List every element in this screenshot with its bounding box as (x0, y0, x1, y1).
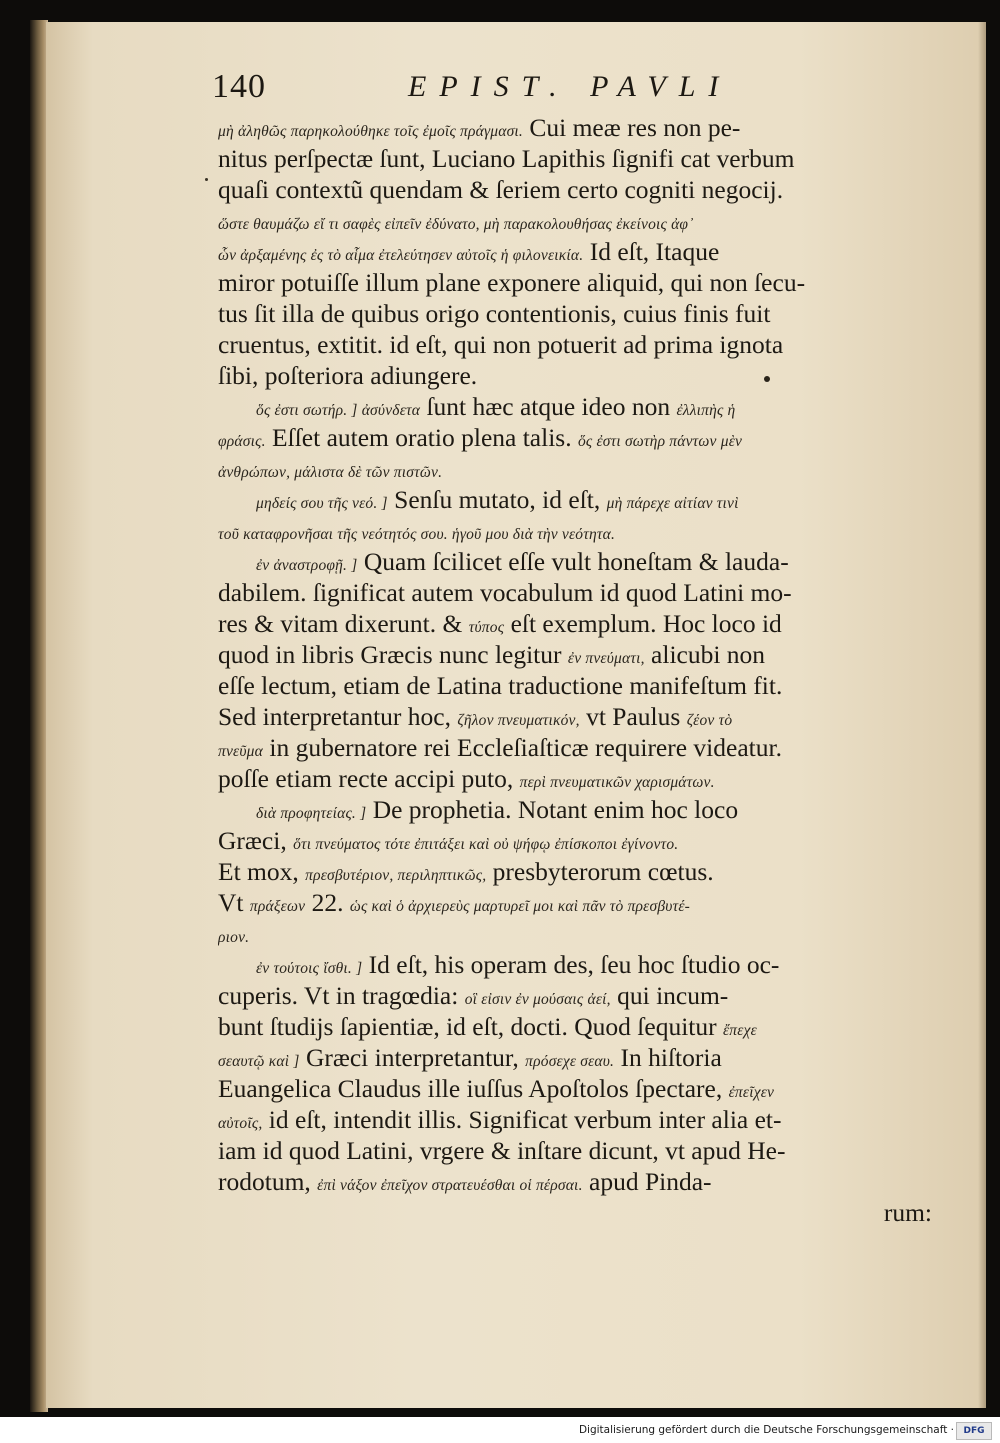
greek-text: σεαυτῷ καὶ ] (218, 1053, 300, 1070)
greek-text: ὅτι πνεύματος τότε ἐπιτάξει καὶ οὐ ψήφῳ ἐπίσκοποι ἐγίνοντο. (293, 836, 679, 853)
text-line (218, 639, 932, 670)
latin-text: Sed interpretantur hoc, (218, 702, 458, 731)
text-line (218, 1135, 932, 1166)
latin-text: alicubi non (644, 640, 766, 669)
latin-text: dabilem. ſignificat autem vocabulum id quod Latini mo- (218, 578, 792, 607)
latin-text: miror potuiſſe illum plane exponere aliquid, qui non ſecu- (218, 268, 806, 297)
greek-text: μὴ ἀληθῶς παρηκολούθηκε τοῖς ἐμοῖς πράγμασι. (218, 123, 523, 140)
text-line (218, 484, 932, 515)
latin-text: Id eſt, Itaque (583, 237, 720, 266)
greek-text: αὐτοῖς, (218, 1115, 263, 1132)
text-line (218, 608, 932, 639)
greek-text: ζέον τὸ (686, 712, 733, 729)
text-line (218, 825, 932, 856)
latin-text: quaſi contextũ quendam & ſeriem certo cogniti negocij. (218, 175, 784, 204)
text-line (218, 391, 932, 422)
text-line (218, 980, 932, 1011)
greek-text: πρεσβυτέριον, περιληπτικῶς, (305, 867, 487, 884)
greek-text: ἀνθρώπων, μάλιστα δὲ τῶν πιστῶν. (218, 464, 443, 481)
latin-text: nitus perſpectæ ſunt, Luciano Lapithis ſignifi cat verbum (218, 144, 795, 173)
latin-text: cruentus, extitit. id eſt, qui non potuerit ad prima ignota (218, 330, 784, 359)
text-line (218, 112, 932, 143)
greek-text: ἐν ἀναστροφῇ. ] (256, 557, 358, 574)
latin-text: Id eſt, his operam des, ſeu hoc ſtudio oc- (362, 950, 780, 979)
text-line (218, 918, 932, 949)
text-line (218, 670, 932, 701)
latin-text: Græci, (218, 826, 294, 855)
latin-text: apud Pinda- (582, 1167, 712, 1196)
page-header (212, 68, 912, 108)
latin-text: Et mox, (218, 857, 306, 886)
latin-text: eſſe lectum, etiam de Latina traductione manifeſtum fit. (218, 671, 783, 700)
greek-text: πράξεων (249, 898, 306, 915)
latin-text: rum: (883, 1198, 932, 1227)
latin-text: iam id quod Latini, vrgere & inſtare dicunt, vt apud He- (218, 1136, 786, 1165)
text-line (218, 453, 932, 484)
text-line (218, 174, 932, 205)
latin-text: qui incum- (610, 981, 729, 1010)
text-line (218, 856, 932, 887)
text-line (218, 763, 932, 794)
latin-text: De prophetia. Notant enim hoc loco (366, 795, 739, 824)
latin-text: ſunt hæc atque ideo non (420, 392, 677, 421)
text-line (218, 732, 932, 763)
text-line (218, 1011, 932, 1042)
latin-text: cuperis. Vt in tragœdia: (218, 981, 465, 1010)
greek-text: ὥστε θαυμάζω εἴ τι σαφὲς εἰπεῖν ἐδύνατο, μὴ παρακολουθήσας ἐκείνοις ἀφ᾽ (218, 216, 694, 233)
greek-text: διὰ προφητείας. ] (256, 805, 367, 822)
page-edge-shadow (978, 22, 986, 1408)
digitization-footer (0, 1417, 1000, 1443)
latin-text: In hiſtoria (614, 1043, 722, 1072)
greek-text: ἐπὶ νάξον ἐπεῖχον στρατευέσθαι οἱ πέρσαι. (317, 1177, 583, 1194)
latin-text: presbyterorum cœtus. (486, 857, 714, 886)
greek-text: ὅς ἐστι σωτήρ. ] ἀσύνδετα (256, 402, 421, 419)
latin-text: in gubernatore rei Eccleſiaſticæ requirere videatur. (262, 733, 782, 762)
latin-text: Græci interpretantur, (299, 1043, 526, 1072)
text-line (218, 701, 932, 732)
latin-text: vt Paulus (579, 702, 687, 731)
text-line (218, 546, 932, 577)
greek-text: πρόσεχε σεαυ. (525, 1053, 615, 1070)
ink-spot-small (205, 178, 208, 181)
greek-text: τοῦ καταφρονῆσαι τῆς νεότητός σου. ἡγοῦ μου διὰ τὴν νεότητα. (218, 526, 616, 543)
greek-text: τύπος (468, 619, 505, 636)
greek-text: οἳ εἰσιν ἐν μούσαις ἀεί, (464, 991, 611, 1008)
page-number: 140 (212, 68, 266, 105)
latin-text: rodotum, (218, 1167, 318, 1196)
text-line (218, 267, 932, 298)
greek-text: ὡς καὶ ὁ ἀρχιερεὺς μαρτυρεῖ μοι καὶ πᾶν τὸ πρεσβυτέ- (349, 898, 690, 915)
running-head: EPIST. PAVLI (408, 70, 732, 103)
latin-text: ſibi, poſteriora adiungere. (218, 361, 478, 390)
text-line (218, 1166, 932, 1197)
latin-text: Eſſet autem oratio plena talis. (265, 423, 578, 452)
latin-text: 22. (305, 888, 350, 917)
greek-text: ὅς ἐστι σωτὴρ πάντων μὲν (577, 433, 743, 450)
greek-text: ἐλλιπὴς ἡ (676, 402, 736, 419)
greek-text: ριον. (218, 929, 250, 946)
text-line (218, 1104, 932, 1135)
greek-text: μὴ πάρεχε αἰτίαν τινὶ (606, 495, 739, 512)
text-line (218, 329, 932, 360)
latin-text: id eſt, intendit illis. Significat verbum inter alia et- (262, 1105, 782, 1134)
greek-text: ζῆλον πνευματικόν, (457, 712, 580, 729)
text-line (218, 1197, 932, 1228)
latin-text: tus ſit illa de quibus origo contentionis, cuius finis fuit (218, 299, 771, 328)
text-line (218, 515, 932, 546)
latin-text: eſt exemplum. Hoc loco id (504, 609, 782, 638)
latin-text: bunt ſtudijs ſapientiæ, id eſt, docti. Quod ſequitur (218, 1012, 723, 1041)
text-line (218, 794, 932, 825)
text-line (218, 1073, 932, 1104)
text-line (218, 143, 932, 174)
greek-text: ἔπεχε (723, 1022, 757, 1039)
latin-text: res & vitam dixerunt. & (218, 609, 469, 638)
text-line (218, 949, 932, 980)
text-line (218, 360, 932, 391)
greek-text: ἐν τούτοις ἴσθι. ] (256, 960, 363, 977)
greek-text: περὶ πνευματικῶν χαρισμάτων. (519, 774, 715, 791)
text-line (218, 577, 932, 608)
greek-text: φράσις. (218, 433, 266, 450)
text-line (218, 887, 932, 918)
footer-credit: Digitalisierung gefördert durch die Deutsche Forschungsgemeinschaft · (578, 1424, 954, 1436)
text-line (218, 1042, 932, 1073)
latin-text: quod in libris Græcis nunc legitur (218, 640, 568, 669)
dfg-logo: DFG (956, 1422, 992, 1440)
greek-text: ὧν ἀρξαμένης ἐς τὸ αἷμα ἐτελεύτησεν αὐτοῖς ἡ φιλονεικία. (218, 247, 584, 264)
latin-text: Euangelica Claudus ille iuſſus Apoſtolos ſpectare, (218, 1074, 729, 1103)
body-text (218, 112, 932, 1228)
text-line (218, 205, 932, 236)
latin-text: Vt (218, 888, 250, 917)
latin-text: Quam ſcilicet eſſe vult honeſtam & lauda- (357, 547, 789, 576)
latin-text: Senſu mutato, id eſt, (387, 485, 607, 514)
text-line (218, 236, 932, 267)
ink-spot (764, 376, 770, 382)
latin-text: poſſe etiam recte accipi puto, (218, 764, 520, 793)
text-line (218, 298, 932, 329)
text-line (218, 422, 932, 453)
latin-text: Cui meæ res non pe- (523, 113, 741, 142)
greek-text: ἐπεῖχεν (728, 1084, 775, 1101)
greek-text: μηδείς σου τῆς νεό. ] (256, 495, 388, 512)
greek-text: πνεῦμα (218, 743, 263, 760)
greek-text: ἐν πνεύματι, (567, 650, 645, 667)
